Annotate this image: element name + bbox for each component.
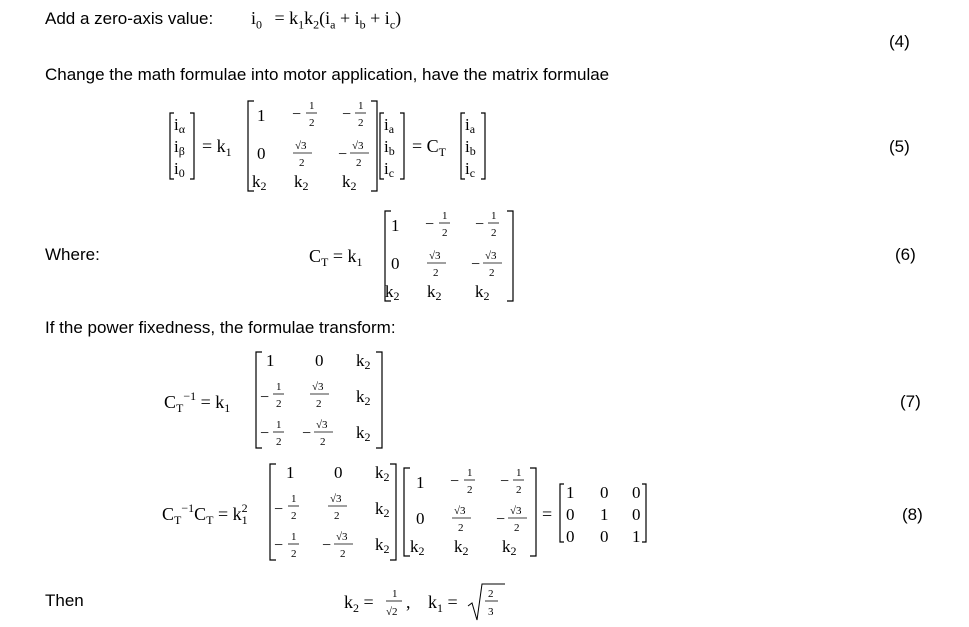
svg-text:k2: k2 xyxy=(385,282,400,303)
svg-text:0: 0 xyxy=(600,527,609,546)
svg-text:−: − xyxy=(342,106,352,123)
svg-text:−: − xyxy=(338,146,348,163)
svg-text:1: 1 xyxy=(358,100,364,112)
svg-text:2: 2 xyxy=(433,267,439,279)
svg-text:1: 1 xyxy=(467,467,473,479)
svg-text:−: − xyxy=(450,473,460,490)
svg-text:2: 2 xyxy=(442,227,448,239)
svg-text:−: − xyxy=(292,106,302,123)
svg-text:2: 2 xyxy=(320,436,326,448)
svg-text:1: 1 xyxy=(391,216,400,235)
svg-text:√3: √3 xyxy=(336,531,348,543)
svg-text:k2: k2 xyxy=(252,172,267,193)
eq4-formula: $i_0 = k_1k_2(i_a + i_b + i_c)$ xyxy=(251,8,402,32)
svg-text:k2 =: $k_2$ = xyxy=(344,592,374,615)
line2-text: Change the math formulae into motor application, have the matrix formulae xyxy=(45,65,610,84)
eq6-ct-definition xyxy=(305,205,525,305)
svg-text:√3: √3 xyxy=(510,505,522,517)
svg-text:1: 1 xyxy=(632,527,641,546)
svg-text:2: 2 xyxy=(309,117,315,129)
where-label: Where: xyxy=(45,245,100,264)
svg-text:1: 1 xyxy=(416,473,425,492)
eq9-k-values xyxy=(340,578,510,624)
svg-text:−: − xyxy=(475,216,485,233)
svg-text:2: 2 xyxy=(491,227,497,239)
eq7-ct-inverse xyxy=(160,346,400,456)
svg-text:2: 2 xyxy=(356,157,362,169)
svg-text:1: 1 xyxy=(491,210,497,222)
svg-text:CT = k1: $C_T = k_1$ xyxy=(309,246,363,269)
svg-text:k2: k2 xyxy=(502,537,517,558)
svg-text:√3: √3 xyxy=(312,381,324,393)
svg-text:=: = xyxy=(542,504,553,524)
svg-text:−: − xyxy=(274,537,284,554)
eq5-number: (5) xyxy=(889,137,910,156)
svg-text:2: 2 xyxy=(334,510,340,522)
svg-text:ic: ic xyxy=(384,159,395,180)
svg-text:0: 0 xyxy=(315,351,324,370)
svg-text:√3: √3 xyxy=(429,250,441,262)
svg-text:0: 0 xyxy=(566,527,575,546)
svg-text:1: 1 xyxy=(442,210,448,222)
eq6-number: (6) xyxy=(895,245,916,264)
svg-text:√3: √3 xyxy=(295,140,307,152)
line4-text: If the power fixedness, the formulae transform: xyxy=(45,318,396,337)
svg-text:√3: √3 xyxy=(316,419,328,431)
svg-text:−: − xyxy=(471,256,481,273)
svg-text:−: − xyxy=(260,389,270,406)
svg-text:CT−1 = k1: $C_T^{-1} = k_1$ xyxy=(164,389,231,415)
svg-text:√3: √3 xyxy=(330,493,342,505)
svg-text:√3: √3 xyxy=(454,505,466,517)
svg-text:2: 2 xyxy=(299,157,305,169)
svg-text:2: 2 xyxy=(340,548,346,560)
then-label: Then xyxy=(45,591,84,610)
svg-text:,: , xyxy=(406,592,411,612)
svg-text:−: − xyxy=(425,216,435,233)
svg-text:√3: √3 xyxy=(352,140,364,152)
svg-text:1: 1 xyxy=(291,493,297,505)
svg-text:2: 2 xyxy=(276,398,282,410)
svg-text:2: 2 xyxy=(276,436,282,448)
svg-text:k2: k2 xyxy=(342,172,357,193)
svg-text:3: 3 xyxy=(488,606,494,618)
svg-text:1: 1 xyxy=(566,483,575,502)
svg-text:i0: i0 xyxy=(174,159,185,180)
svg-text:1: 1 xyxy=(286,463,295,482)
svg-text:k2: k2 xyxy=(475,282,490,303)
svg-text:0: 0 xyxy=(632,483,641,502)
svg-text:1: 1 xyxy=(600,505,609,524)
svg-text:k2: k2 xyxy=(454,537,469,558)
svg-text:2: 2 xyxy=(358,117,364,129)
svg-text:1: 1 xyxy=(276,419,282,431)
eq8-ct-product xyxy=(160,458,660,568)
svg-text:1: 1 xyxy=(276,381,282,393)
eq8-number: (8) xyxy=(902,505,923,524)
svg-text:ib: ib xyxy=(465,137,476,158)
svg-text:1: 1 xyxy=(266,351,275,370)
svg-text:ic: ic xyxy=(465,159,476,180)
svg-text:k2: k2 xyxy=(375,463,390,484)
svg-text:= k1: = $k_1$ xyxy=(202,136,232,159)
svg-text:0: 0 xyxy=(334,463,343,482)
svg-text:2: 2 xyxy=(291,548,297,560)
svg-text:ib: ib xyxy=(384,137,395,158)
svg-text:0: 0 xyxy=(416,509,425,528)
svg-text:iβ: iβ xyxy=(174,137,185,158)
svg-text:ia: ia xyxy=(384,115,395,136)
eq4-number: (4) xyxy=(889,32,910,51)
svg-text:2: 2 xyxy=(516,484,522,496)
eq4-lhs: $i_0$ xyxy=(251,8,263,32)
svg-text:0: 0 xyxy=(600,483,609,502)
svg-text:1: 1 xyxy=(291,531,297,543)
svg-text:−: − xyxy=(500,473,510,490)
eq7-number: (7) xyxy=(900,392,921,411)
svg-text:k2: k2 xyxy=(356,387,371,408)
svg-text:0: 0 xyxy=(391,254,400,273)
svg-text:√2: √2 xyxy=(386,606,398,618)
svg-text:2: 2 xyxy=(291,510,297,522)
svg-text:−: − xyxy=(260,425,270,442)
svg-text:k2: k2 xyxy=(410,537,425,558)
svg-text:1: 1 xyxy=(392,588,398,600)
svg-text:2: 2 xyxy=(514,522,520,534)
svg-text:k2: k2 xyxy=(375,535,390,556)
svg-text:2: 2 xyxy=(316,398,322,410)
svg-text:k1 =: $k_1$ = xyxy=(428,592,458,615)
eq4-label: Add a zero-axis value: xyxy=(45,9,214,28)
svg-text:−: − xyxy=(274,501,284,518)
svg-text:−: − xyxy=(322,537,332,554)
svg-text:1: 1 xyxy=(516,467,522,479)
svg-text:= CT: = $C_T$ xyxy=(412,136,447,159)
svg-text:1: 1 xyxy=(309,100,315,112)
svg-text:2: 2 xyxy=(489,267,495,279)
svg-text:k2: k2 xyxy=(427,282,442,303)
svg-text:0: 0 xyxy=(257,144,266,163)
svg-text:0: 0 xyxy=(566,505,575,524)
svg-text:2: 2 xyxy=(467,484,473,496)
svg-text:iα: iα xyxy=(174,115,186,136)
svg-text:k2: k2 xyxy=(294,172,309,193)
eq5-matrix-equation xyxy=(160,95,500,195)
svg-text:k2: k2 xyxy=(375,499,390,520)
svg-text:ia: ia xyxy=(465,115,476,136)
svg-text:CT−1CT = k21: $C_T^{-1}C_T = k^2$ 1 xyxy=(162,501,248,527)
svg-text:0: 0 xyxy=(632,505,641,524)
svg-text:−: − xyxy=(302,425,312,442)
svg-text:k2: k2 xyxy=(356,423,371,444)
svg-text:−: − xyxy=(496,511,506,528)
svg-text:2: 2 xyxy=(488,588,494,600)
svg-text:1: 1 xyxy=(257,106,266,125)
svg-text:2: 2 xyxy=(458,522,464,534)
svg-text:k2: k2 xyxy=(356,351,371,372)
svg-text:√3: √3 xyxy=(485,250,497,262)
